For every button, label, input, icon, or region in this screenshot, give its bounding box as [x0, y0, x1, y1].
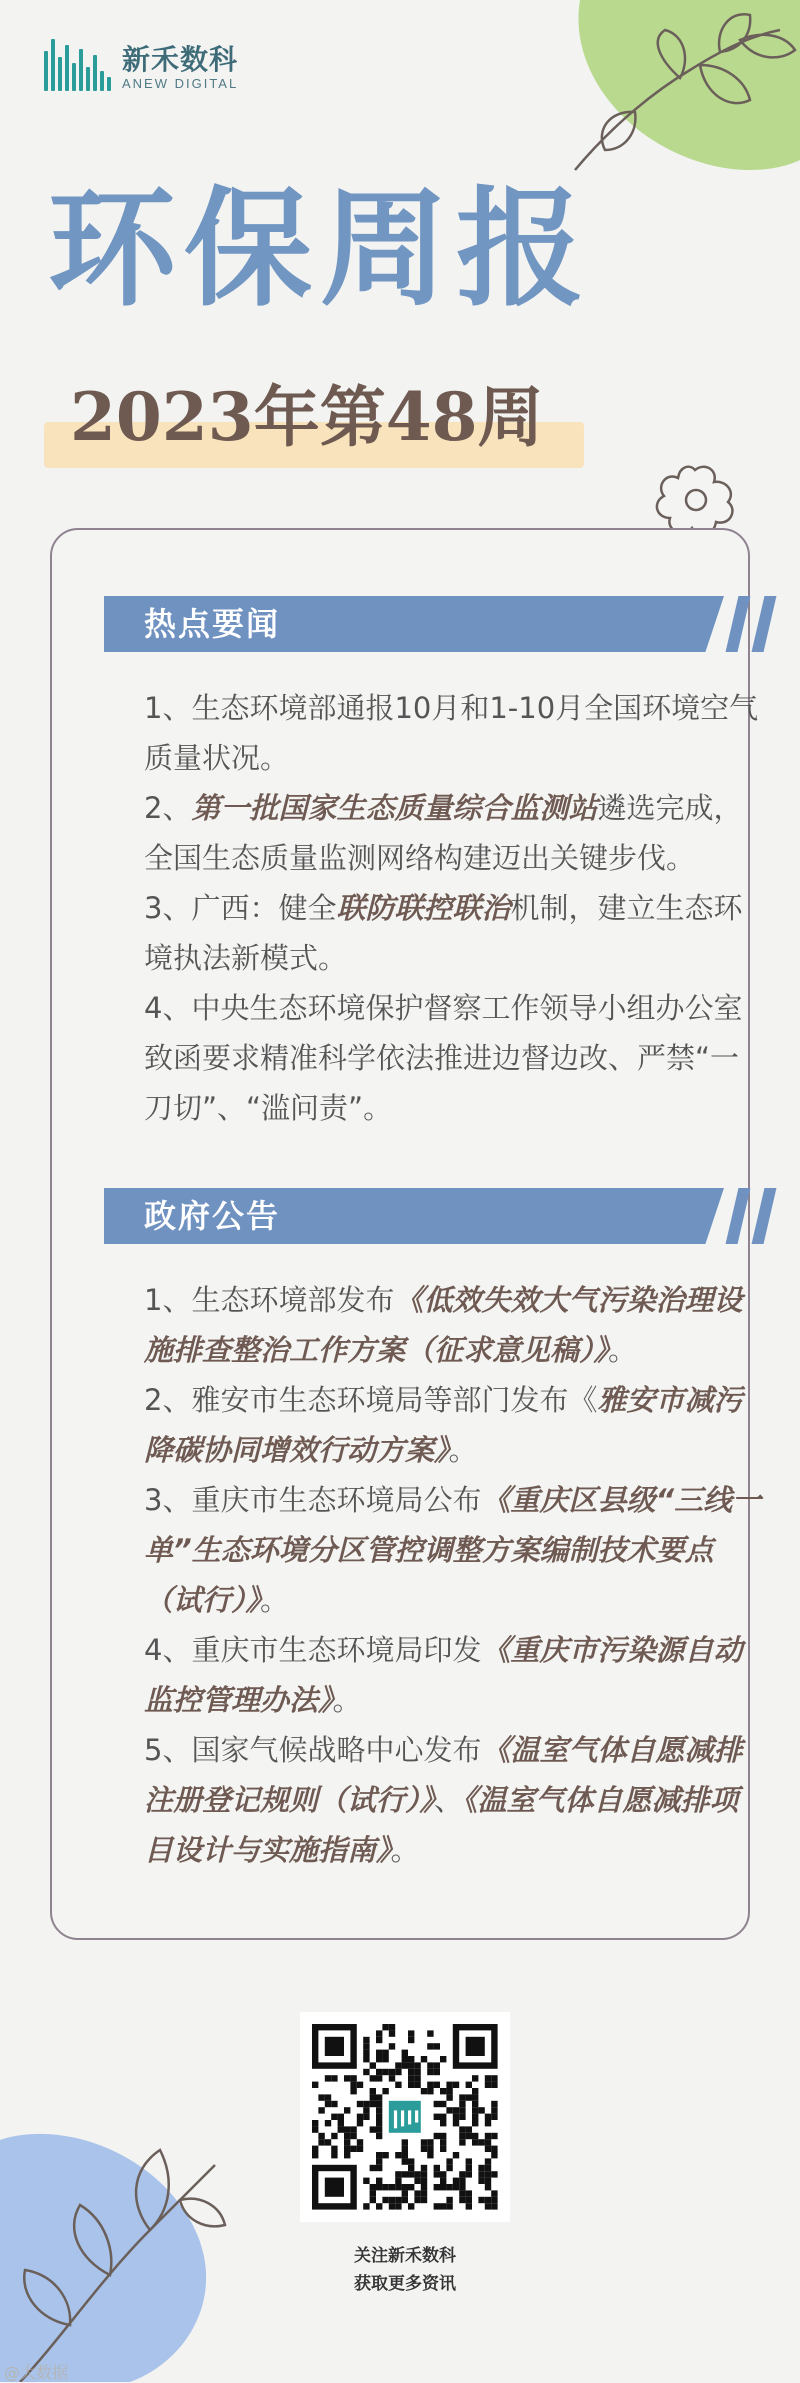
list-item-emphasis: 《温室气体自愿减排注册登记规则（试行）》	[144, 1733, 743, 1817]
section-heading: 热点要闻	[144, 605, 281, 643]
list-item-text: 遴选完成，全国生态质量监测网络构建迈出关键步伐。	[144, 791, 743, 875]
qr-code[interactable]	[300, 2012, 510, 2222]
list-item-text: 机制，建立生态环境执法新模式。	[144, 891, 743, 975]
list-item-text: 。	[260, 1583, 290, 1617]
page-subtitle: 2023年第48周	[70, 378, 544, 456]
brand-name-en: ANEW DIGITAL	[122, 76, 239, 91]
list-item-text: 。	[608, 1333, 638, 1367]
list-item-emphasis: 《温室气体自愿减排项目设计与实施指南》	[144, 1783, 739, 1867]
list-item-emphasis: 《重庆市污染源自动监控管理办法》	[144, 1633, 743, 1717]
list-item-emphasis: 《重庆区县级“三线一单”生态环境分区管控调整方案编制技术要点（试行）》	[144, 1483, 762, 1617]
list-item	[144, 783, 764, 883]
list-item-text: 4、中央生态环境保护督察工作领导小组办公室致函要求精准科学依法推进边督边改、严禁“一刀切”、“滥问责”。	[144, 991, 743, 1125]
list-item	[144, 1475, 764, 1625]
list-item-text: 2、	[144, 791, 192, 825]
page-title: 环保周报	[48, 174, 593, 324]
list-item-text: 。	[448, 1433, 478, 1467]
qr-code-icon	[300, 2012, 510, 2222]
list-item-text: 。	[332, 1683, 362, 1717]
qr-caption	[300, 2242, 510, 2298]
list-item	[144, 1625, 764, 1725]
qr-caption-line1: 关注新禾数科	[354, 2246, 456, 2266]
list-item-emphasis: 《低效失效大气污染治理设施排查整治工作方案（征求意见稿）》	[144, 1283, 743, 1367]
leaf-branch-icon	[0, 2110, 340, 2382]
section-heading: 政府公告	[144, 1197, 281, 1235]
list-item-text: 3、广西：健全	[144, 891, 337, 925]
list-item	[144, 1375, 764, 1475]
brand-name-cn: 新禾数科	[122, 43, 239, 76]
list-item-text: 4、重庆市生态环境局印发	[144, 1633, 482, 1667]
list-item-text: 1、生态环境部通报10月和1-10月全国环境空气质量状况。	[144, 691, 759, 775]
list-item	[144, 883, 764, 983]
list-item	[144, 1275, 764, 1375]
gov-notices-list	[144, 1275, 764, 1875]
brand-logo	[44, 36, 244, 96]
list-item-text: 、	[434, 1783, 464, 1817]
hot-news-list	[144, 683, 764, 1133]
list-item-text: 2、雅安市生态环境局等部门发布《	[144, 1383, 598, 1417]
list-item	[144, 983, 764, 1133]
list-item-text: 3、重庆市生态环境局公布	[144, 1483, 482, 1517]
content-card	[50, 528, 762, 1940]
list-item	[144, 683, 764, 783]
list-item	[144, 1725, 764, 1875]
list-item-text: 5、国家气候战略中心发布	[144, 1733, 482, 1767]
list-item-text: 。	[390, 1833, 420, 1867]
list-item-emphasis: 第一批国家生态质量综合监测站	[191, 791, 598, 825]
list-item-text: 1、生态环境部发布	[144, 1283, 395, 1317]
qr-caption-line2: 获取更多资讯	[354, 2274, 456, 2294]
list-item-emphasis: 雅安市减污降碳协同增效行动方案》	[144, 1383, 743, 1467]
list-item-emphasis: 联防联控联治	[336, 891, 511, 925]
watermark: @大数据	[4, 2363, 69, 2382]
logo-bars-icon	[44, 36, 114, 91]
